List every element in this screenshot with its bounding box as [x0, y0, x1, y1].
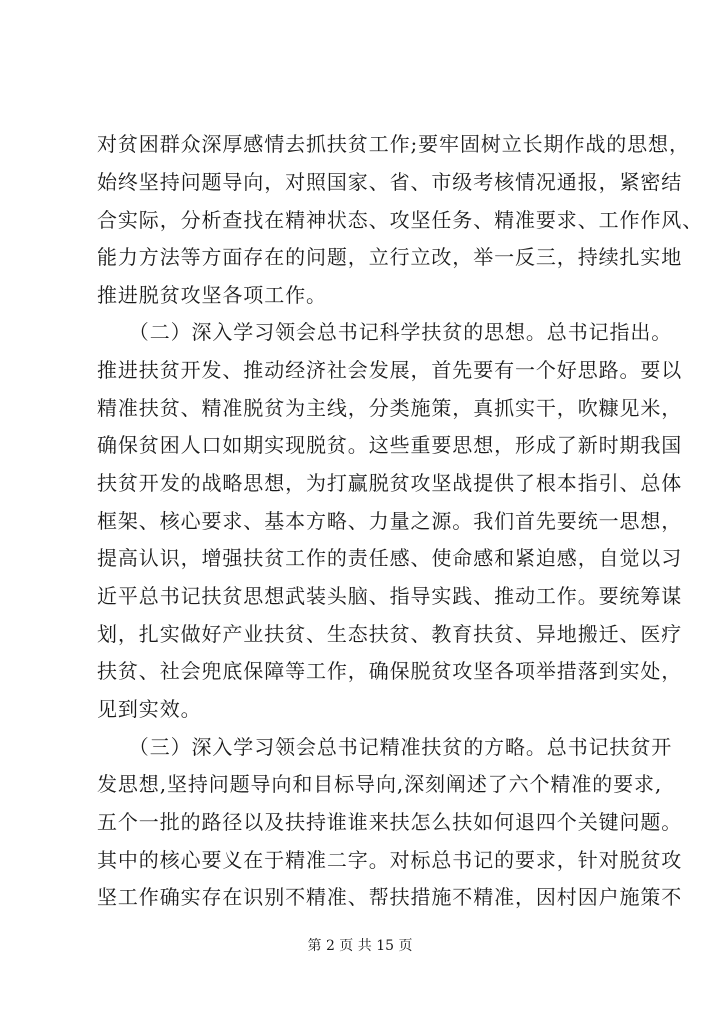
- text-line: 对贫困群众深厚感情去抓扶贫工作;要牢固树立长期作战的思想，: [97, 132, 690, 156]
- text-line: 合实际，分析查找在精神状态、攻坚任务、精准要求、工作作风、: [97, 208, 704, 232]
- text-line: 发思想,坚持问题导向和目标导向,深刻阐述了六个精准的要求,: [97, 772, 663, 796]
- text-line: 近平总书记扶贫思想武装头脑、指导实践、推动工作。要统筹谋: [97, 584, 683, 608]
- text-line: 能力方法等方面存在的问题，立行立改，举一反三，持续扎实地: [97, 245, 683, 269]
- page-number-footer: 第 2 页 共 15 页: [307, 938, 413, 954]
- text-line: 其中的核心要义在于精准二字。对标总书记的要求，针对脱贫攻: [97, 848, 683, 872]
- text-line: 推进扶贫开发、推动经济社会发展，首先要有一个好思路。要以: [97, 358, 683, 382]
- text-line: 推进脱贫攻坚各项工作。: [97, 283, 327, 307]
- text-line: 五个一批的路径以及扶持谁谁来扶怎么扶如何退四个关键问题。: [97, 810, 683, 834]
- text-line: 框架、核心要求、基本方略、力量之源。我们首先要统一思想，: [97, 509, 683, 533]
- text-line: 确保贫困人口如期实现脱贫。这些重要思想，形成了新时期我国: [97, 433, 683, 457]
- text-line: 提高认识，增强扶贫工作的责任感、使命感和紧迫感，自觉以习: [97, 546, 683, 570]
- text-line: 扶贫、社会兜底保障等工作，确保脱贫攻坚各项举措落到实处，: [97, 659, 683, 683]
- text-line: 精准扶贫、精准脱贫为主线，分类施策，真抓实干，吹糠见米，: [97, 396, 683, 420]
- text-line: （三）深入学习领会总书记精准扶贫的方略。总书记扶贫开: [97, 735, 673, 759]
- text-line: 始终坚持问题导向，对照国家、省、市级考核情况通报，紧密结: [97, 170, 683, 194]
- text-line: 见到实效。: [97, 697, 202, 721]
- text-line: （二）深入学习领会总书记科学扶贫的思想。总书记指出。: [97, 320, 673, 344]
- text-line: 扶贫开发的战略思想，为打赢脱贫攻坚战提供了根本指引、总体: [97, 471, 683, 495]
- text-line: 坚工作确实存在识别不精准、帮扶措施不精准，因村因户施策不: [97, 885, 683, 909]
- text-line: 划，扎实做好产业扶贫、生态扶贫、教育扶贫、异地搬迁、医疗: [97, 622, 683, 646]
